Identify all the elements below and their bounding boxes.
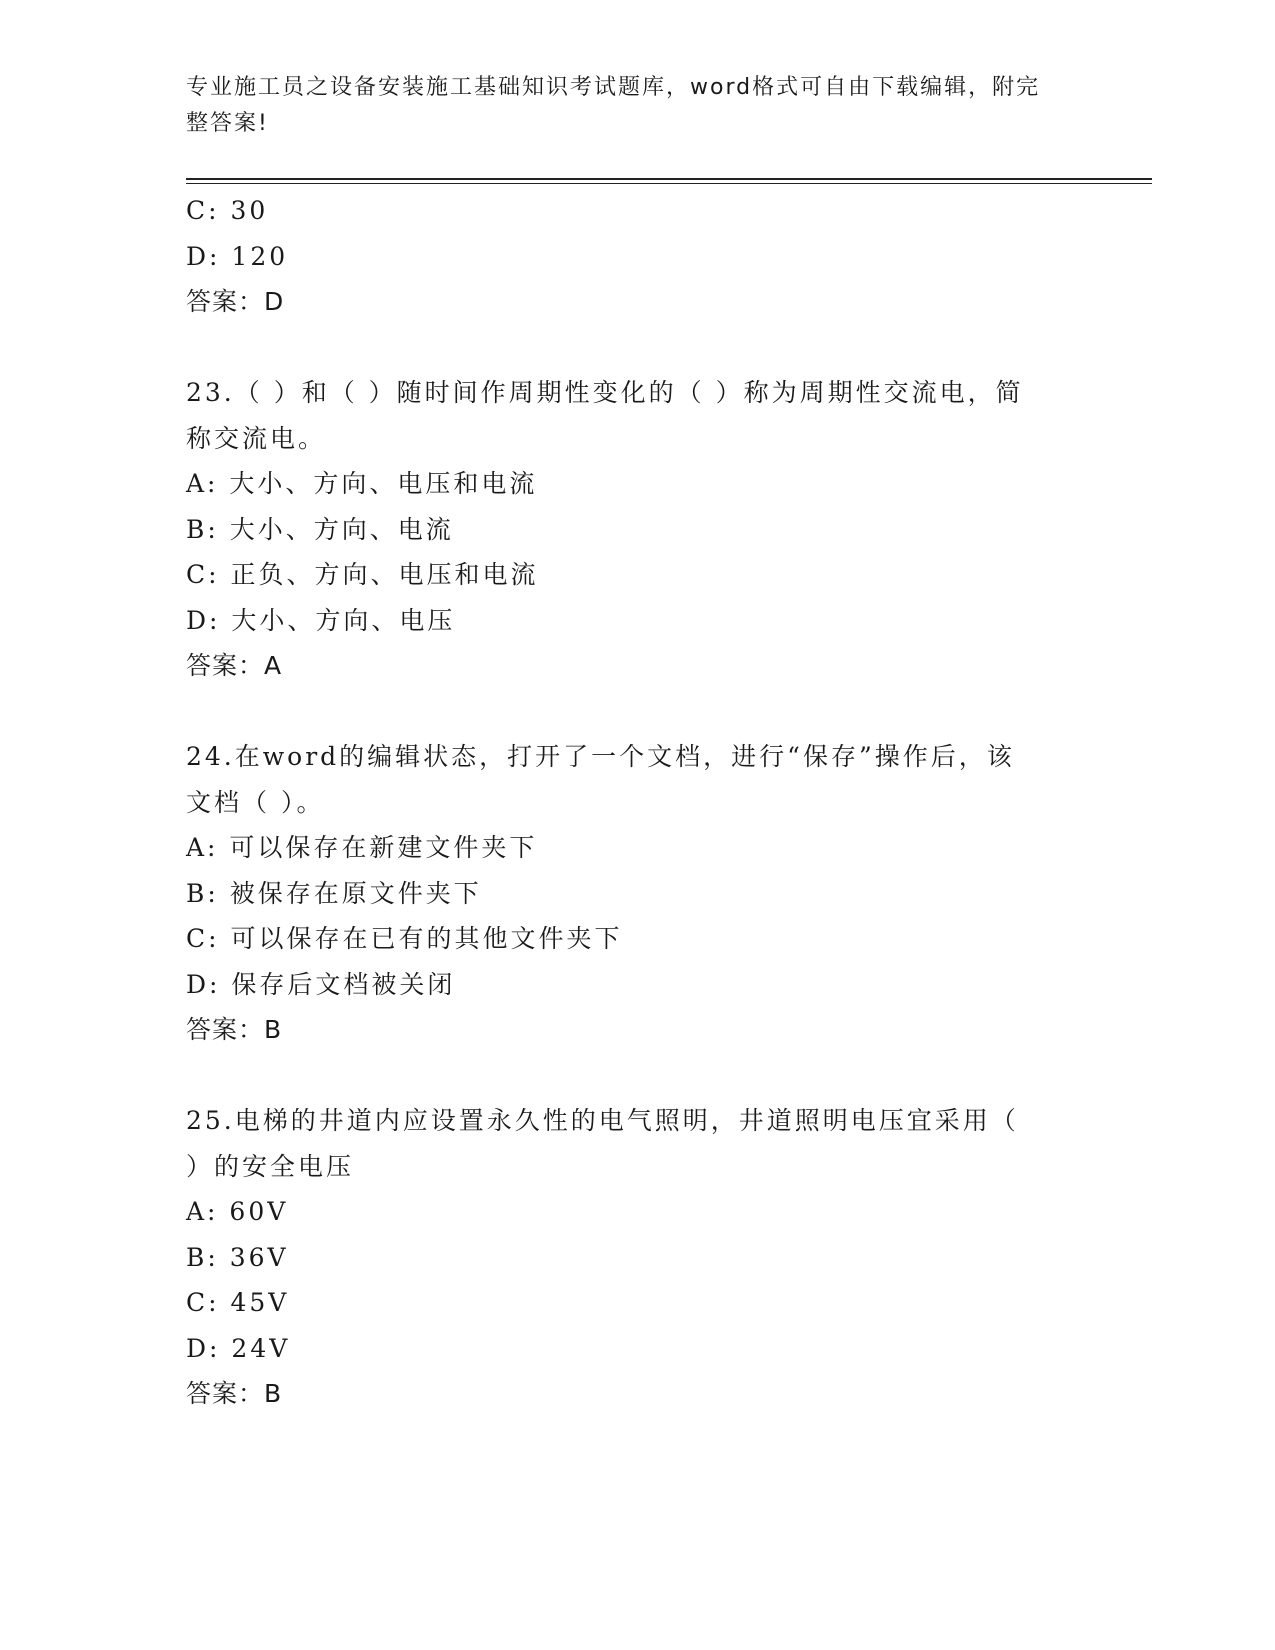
header-divider-thick [186, 178, 1152, 180]
option-b: B: 大小、方向、电流 [186, 514, 454, 544]
option-d: D: 保存后文档被关闭 [186, 969, 456, 999]
option-b: B: 被保存在原文件夹下 [186, 878, 482, 908]
option-d: D: 24V [186, 1333, 291, 1363]
question-text-line-2: 文档（ ）。 [186, 787, 325, 817]
header-title-line-2: 整答案! [186, 111, 269, 136]
question-25 [186, 1098, 1066, 1417]
option-c: C: 正负、方向、电压和电流 [186, 560, 539, 589]
answer-line: 答案：B [186, 1015, 283, 1044]
question-text-line-2: ）的安全电压 [186, 1151, 355, 1181]
question-list [186, 188, 1066, 1417]
answer-line: 答案：B [186, 1379, 283, 1408]
spacer [186, 325, 1066, 371]
question-22-tail [186, 188, 1066, 325]
question-text-line-2: 称交流电。 [186, 423, 327, 453]
option-c: C: 45V [186, 1288, 290, 1317]
question-23 [186, 370, 1066, 689]
spacer [186, 1053, 1066, 1099]
question-text-line-1: 24.在word的编辑状态，打开了一个文档，进行“保存”操作后，该 [186, 742, 1015, 771]
option-a: A: 大小、方向、电压和电流 [186, 469, 538, 498]
option-c: C: 可以保存在已有的其他文件夹下 [186, 924, 623, 953]
option-c: C: 30 [186, 196, 269, 225]
option-d: D: 大小、方向、电压 [186, 605, 456, 635]
option-a: A: 可以保存在新建文件夹下 [186, 833, 538, 862]
header-title-line-1: 专业施工员之设备安装施工基础知识考试题库，word格式可自由下载编辑，附完 [186, 75, 1041, 100]
option-d: D: 120 [186, 241, 289, 271]
spacer [186, 689, 1066, 735]
answer-line: 答案：D [186, 287, 285, 316]
question-24 [186, 734, 1066, 1053]
header-divider-thin [186, 183, 1152, 184]
page-header [186, 70, 1066, 142]
answer-line: 答案：A [186, 651, 283, 680]
option-b: B: 36V [186, 1242, 289, 1272]
question-text-line-1: 25.电梯的井道内应设置永久性的电气照明，井道照明电压宜采用（ [186, 1106, 1019, 1135]
option-a: A: 60V [186, 1197, 289, 1226]
question-text-line-1: 23.（ ）和（ ）随时间作周期性变化的（ ）称为周期性交流电，简 [186, 378, 1024, 407]
